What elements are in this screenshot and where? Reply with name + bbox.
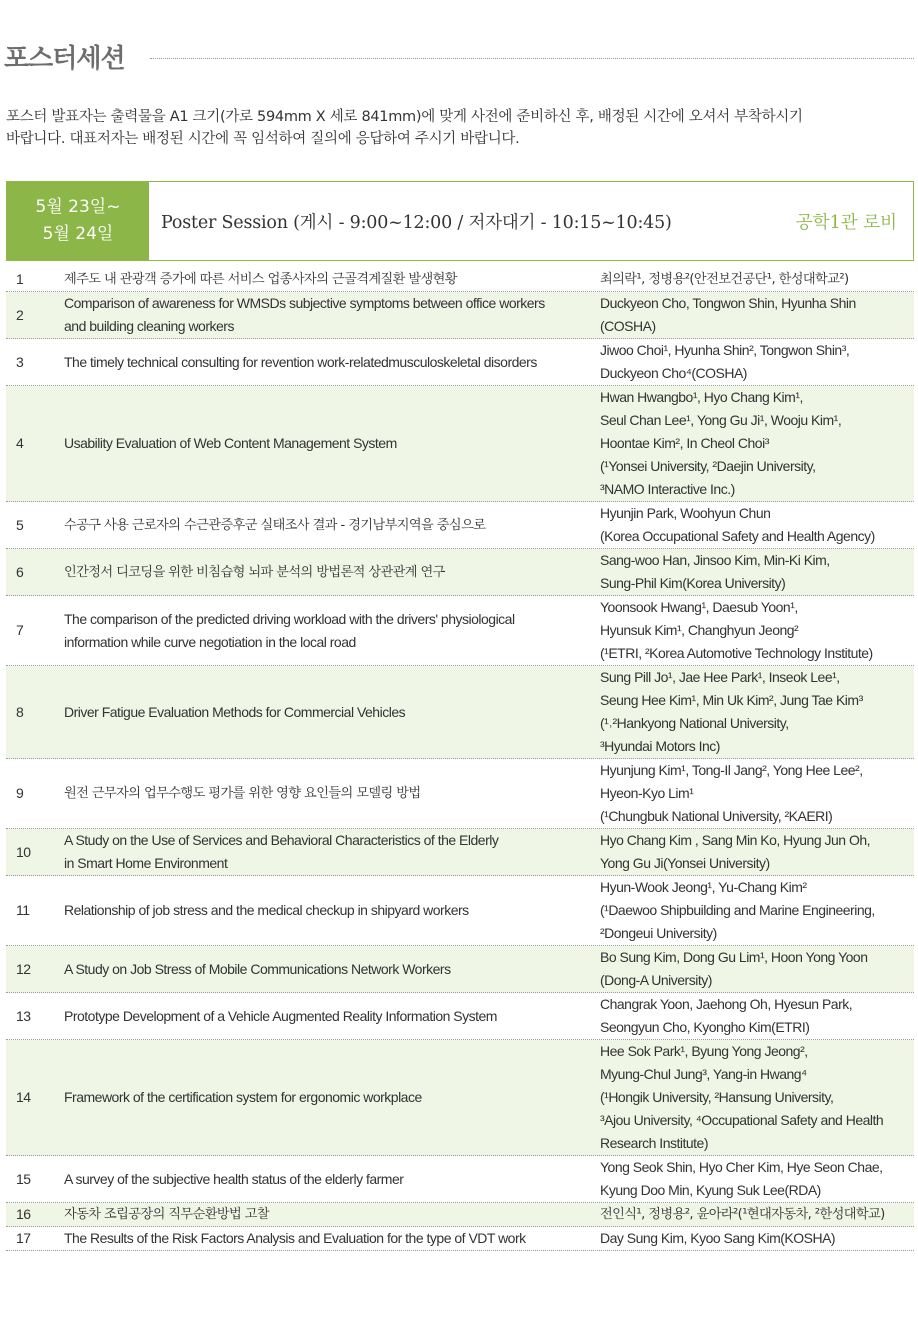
table-row — [6, 829, 914, 876]
session-title: Poster Session (게시 - 9:00~12:00 / 저자대기 - 10:15~10:45) — [161, 212, 672, 233]
poster-topic-line: in Smart Home Environment — [64, 855, 228, 871]
poster-number: 10 — [16, 843, 31, 860]
poster-author-line: Sung-Phil Kim(Korea University) — [600, 575, 786, 591]
poster-authors — [596, 829, 914, 875]
poster-topic-line: Comparison of awareness for WMSDs subjective symptoms between office workers — [64, 295, 545, 311]
poster-topic-line: 인간정서 디코딩을 위한 비침습형 뇌파 분석의 방법론적 상관관계 연구 — [64, 564, 445, 580]
poster-topic — [56, 561, 596, 584]
poster-topic-line: 수공구 사용 근로자의 수근관증후군 실태조사 결과 - 경기남부지역을 중심으로 — [64, 517, 486, 533]
poster-topic — [56, 1086, 596, 1109]
poster-author-line: Hyunjin Park, Woohyun Chun — [600, 505, 771, 521]
session-bar — [6, 181, 914, 261]
table-row — [6, 1040, 914, 1156]
poster-topic — [56, 608, 596, 654]
poster-topic-line: Relationship of job stress and the medical checkup in shipyard workers — [64, 902, 469, 918]
poster-topic — [56, 1168, 596, 1191]
poster-author-line: Kyung Doo Min, Kyung Suk Lee(RDA) — [600, 1182, 821, 1198]
poster-number: 7 — [16, 622, 24, 638]
poster-topic — [56, 958, 596, 981]
session-date-start: 5월 23일~ — [35, 197, 121, 217]
poster-topic — [56, 899, 596, 922]
poster-authors — [596, 596, 914, 665]
poster-author-line: Yong Gu Ji(Yonsei University) — [600, 855, 770, 871]
poster-number: 1 — [16, 271, 24, 287]
poster-author-line: (¹Chungbuk National University, ²KAERI) — [600, 808, 833, 824]
poster-author-line: (¹ETRI, ²Korea Automotive Technology Institute) — [600, 645, 873, 661]
poster-author-line: Hwan Hwangbo¹, Hyo Chang Kim¹, — [600, 389, 803, 405]
poster-authors — [596, 946, 914, 992]
poster-topic — [56, 1227, 596, 1250]
session-date — [7, 182, 149, 260]
poster-topic — [56, 1005, 596, 1028]
table-row — [6, 596, 914, 666]
poster-topic-line: A Study on the Use of Services and Behavioral Characteristics of the Elderly — [64, 832, 499, 848]
poster-authors — [596, 549, 914, 595]
poster-topic-line: Framework of the certification system for ergonomic workplace — [64, 1089, 422, 1105]
poster-list — [6, 268, 914, 1251]
poster-authors — [596, 1203, 914, 1226]
poster-author-line: Seongyun Cho, Kyongho Kim(ETRI) — [600, 1019, 810, 1035]
poster-authors — [596, 386, 914, 501]
poster-author-line: ³Hyundai Motors Inc) — [600, 738, 720, 754]
poster-author-line: Changrak Yoon, Jaehong Oh, Hyesun Park, — [600, 996, 853, 1012]
poster-authors — [596, 759, 914, 828]
poster-author-line: Research Institute) — [600, 1135, 708, 1151]
poster-topic — [56, 292, 596, 338]
table-row — [6, 993, 914, 1040]
table-row — [6, 1227, 914, 1251]
poster-number: 11 — [16, 902, 30, 918]
poster-author-line: (¹Daewoo Shipbuilding and Marine Engineering, — [600, 902, 875, 918]
poster-topic — [56, 782, 596, 805]
poster-author-line: Hyeon-Kyo Lim¹ — [600, 785, 694, 801]
table-row — [6, 666, 914, 759]
poster-author-line: 최의락¹, 정병용²(안전보건공단¹, 한성대학교²) — [600, 272, 849, 287]
poster-number: 12 — [16, 960, 31, 977]
poster-number: 3 — [16, 353, 24, 370]
poster-authors — [596, 292, 914, 338]
poster-author-line: (¹Yonsei University, ²Daejin University, — [600, 458, 816, 474]
table-row — [6, 876, 914, 946]
poster-authors — [596, 1040, 914, 1155]
poster-number: 8 — [16, 703, 24, 720]
poster-number: 4 — [16, 435, 24, 451]
poster-author-line: Sang-woo Han, Jinsoo Kim, Min-Ki Kim, — [600, 552, 830, 568]
poster-topic-line: The comparison of the predicted driving workload with the drivers' physiological — [64, 610, 515, 627]
table-row — [6, 1203, 914, 1227]
poster-topic-line: Driver Fatigue Evaluation Methods for Commercial Vehicles — [64, 703, 406, 720]
poster-author-line: Myung-Chul Jung³, Yang-in Hwang⁴ — [600, 1066, 807, 1082]
poster-topic — [56, 514, 596, 537]
poster-authors — [596, 876, 914, 945]
poster-topic — [56, 1203, 596, 1226]
poster-author-line: ³NAMO Interactive Inc.) — [600, 481, 735, 497]
poster-topic — [56, 829, 596, 875]
poster-authors — [596, 1227, 914, 1250]
poster-topic — [56, 268, 596, 291]
poster-author-line: (Korea Occupational Safety and Health Agency) — [600, 528, 875, 544]
poster-number: 13 — [16, 1007, 31, 1024]
poster-author-line: Yoonsook Hwang¹, Daesub Yoon¹, — [600, 599, 798, 615]
poster-topic-line: A survey of the subjective health status of the elderly farmer — [64, 1170, 404, 1187]
session-place: 공학1관 로비 — [795, 212, 897, 233]
table-row — [6, 386, 914, 502]
poster-authors — [596, 502, 914, 548]
poster-author-line: Seul Chan Lee¹, Yong Gu Ji¹, Wooju Kim¹, — [600, 412, 842, 428]
intro-line: 포스터 발표자는 출력물을 A1 크기(가로 594mm X 세로 841mm)에 맞게 사전에 준비하신 후, 배정된 시간에 오셔서 부착하시기 — [6, 109, 803, 125]
poster-topic-line: Usability Evaluation of Web Content Management System — [64, 435, 397, 451]
poster-topic-line: 자동차 조립공장의 직무순환방법 고찰 — [64, 1207, 270, 1222]
poster-authors — [596, 993, 914, 1039]
table-row — [6, 339, 914, 386]
poster-author-line: 전인식¹, 정병용², 윤아라²(¹현대자동차, ²한성대학교) — [600, 1207, 885, 1222]
poster-author-line: Seung Hee Kim¹, Min Uk Kim², Jung Tae Kim³ — [600, 692, 863, 708]
table-row — [6, 268, 914, 292]
poster-number: 6 — [16, 563, 24, 580]
poster-authors — [596, 1156, 914, 1202]
table-row — [6, 502, 914, 549]
poster-topic-line: information while curve negotiation in the local road — [64, 633, 356, 650]
poster-topic — [56, 351, 596, 374]
poster-number: 17 — [16, 1230, 31, 1246]
poster-number: 5 — [16, 516, 24, 533]
poster-author-line: Duckyeon Cho⁴(COSHA) — [600, 365, 747, 381]
poster-author-line: (¹˒²Hankyong National University, — [600, 715, 789, 731]
poster-authors — [596, 268, 914, 291]
table-row — [6, 1156, 914, 1203]
poster-author-line: (COSHA) — [600, 318, 656, 334]
poster-topic-line: Prototype Development of a Vehicle Augmented Reality Information System — [64, 1007, 497, 1024]
table-row — [6, 292, 914, 339]
section-title: 포스터세션 — [4, 44, 125, 74]
poster-topic-line: 제주도 내 관광객 증가에 따른 서비스 업종사자의 근골격계질환 발생현황 — [64, 272, 457, 287]
table-row — [6, 549, 914, 596]
poster-author-line: (Dong-A University) — [600, 972, 712, 988]
poster-author-line: ³Ajou University, ⁴Occupational Safety and Health — [600, 1112, 884, 1128]
poster-authors — [596, 339, 914, 385]
poster-number: 15 — [16, 1170, 31, 1187]
poster-number: 2 — [16, 306, 24, 323]
poster-author-line: Yong Seok Shin, Hyo Cher Kim, Hye Seon Chae, — [600, 1159, 883, 1175]
poster-number: 14 — [16, 1089, 31, 1105]
poster-author-line: Hoontae Kim², In Cheol Choi³ — [600, 435, 769, 451]
poster-author-line: ²Dongeui University) — [600, 925, 717, 941]
poster-author-line: Hee Sok Park¹, Byung Yong Jeong², — [600, 1043, 808, 1059]
poster-author-line: Day Sung Kim, Kyoo Sang Kim(KOSHA) — [600, 1230, 836, 1246]
poster-topic-line: The timely technical consulting for revention work-relatedmusculoskeletal disorders — [64, 353, 537, 370]
table-row — [6, 759, 914, 829]
session-date-end: 5월 24일 — [42, 224, 114, 244]
poster-topic — [56, 701, 596, 724]
poster-topic-line: A Study on Job Stress of Mobile Communications Network Workers — [64, 960, 451, 977]
table-row — [6, 946, 914, 993]
poster-author-line: Sung Pill Jo¹, Jae Hee Park¹, Inseok Lee¹, — [600, 669, 840, 685]
poster-author-line: Jiwoo Choi¹, Hyunha Shin², Tongwon Shin³, — [600, 342, 850, 358]
poster-number: 16 — [16, 1206, 31, 1222]
poster-topic-line: 원전 근무자의 업무수행도 평가를 위한 영향 요인들의 모델링 방법 — [64, 786, 421, 801]
poster-author-line: Hyunsuk Kim¹, Changhyun Jeong² — [600, 622, 799, 638]
poster-author-line: Hyun-Wook Jeong¹, Yu-Chang Kim² — [600, 879, 807, 895]
poster-number: 9 — [16, 785, 24, 801]
poster-topic — [56, 432, 596, 455]
poster-topic-line: and building cleaning workers — [64, 318, 234, 334]
poster-author-line: Bo Sung Kim, Dong Gu Lim¹, Hoon Yong Yoon — [600, 949, 868, 965]
poster-author-line: (¹Hongik University, ²Hansung University, — [600, 1089, 834, 1105]
title-divider — [150, 58, 914, 59]
poster-author-line: Hyunjung Kim¹, Tong-Il Jang², Yong Hee Lee², — [600, 762, 863, 778]
intro-text — [6, 106, 906, 150]
poster-author-line: Hyo Chang Kim , Sang Min Ko, Hyung Jun Oh, — [600, 832, 871, 848]
poster-topic-line: The Results of the Risk Factors Analysis and Evaluation for the type of VDT work — [64, 1230, 526, 1246]
poster-author-line: Duckyeon Cho, Tongwon Shin, Hyunha Shin — [600, 295, 856, 311]
intro-line: 바랍니다. 대표저자는 배정된 시간에 꼭 임석하여 질의에 응답하여 주시기 바랍니다. — [6, 131, 520, 147]
poster-authors — [596, 666, 914, 758]
